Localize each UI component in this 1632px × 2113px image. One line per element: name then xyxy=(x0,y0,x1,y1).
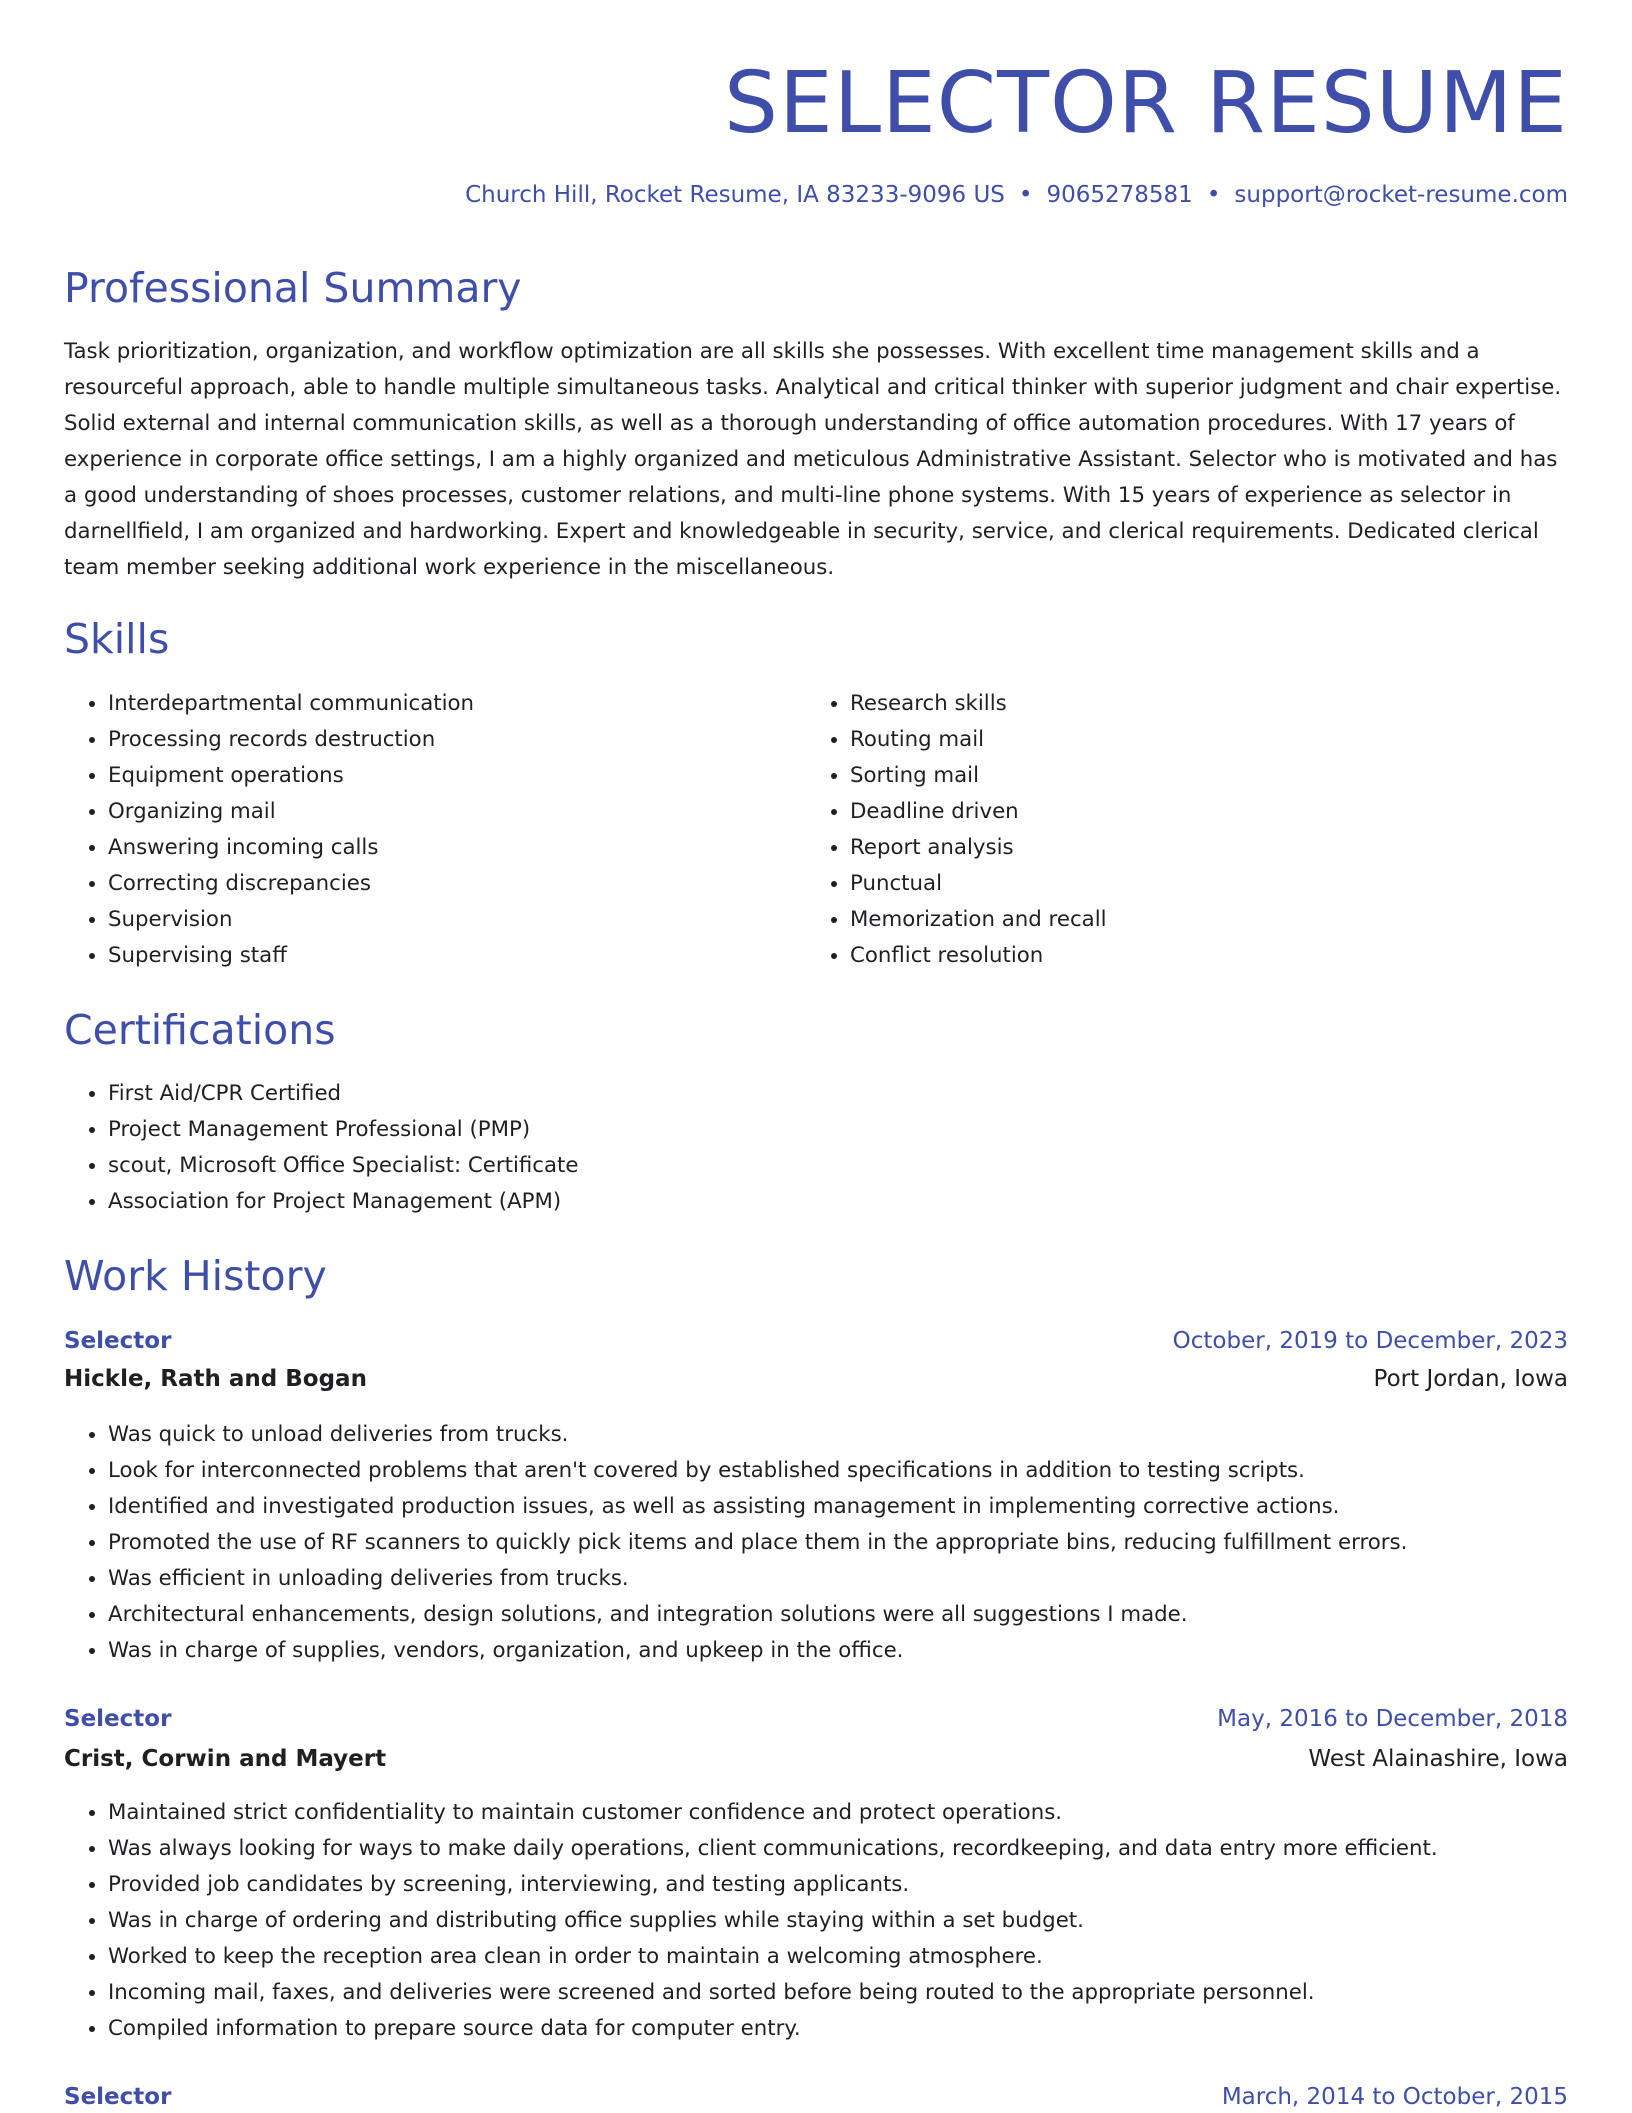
contact-email[interactable]: support@rocket-resume.com xyxy=(1234,182,1568,208)
skill-item: • Punctual xyxy=(850,866,1107,902)
job-location: West Alainashire, Iowa xyxy=(1308,1746,1568,1772)
job-title: Selector xyxy=(64,1328,172,1354)
resume-name: SELECTOR RESUME xyxy=(724,54,1568,153)
contact-line xyxy=(465,180,1568,210)
job-bullet: • Identified and investigated production issues, as well as assisting management in implementing corrective actions. xyxy=(108,1489,1407,1525)
job-bullet: • Compiled information to prepare source data for computer entry. xyxy=(108,2011,1438,2047)
job-bullet: • Worked to keep the reception area clean in order to maintain a welcoming atmosphere. xyxy=(108,1939,1438,1975)
job-bullet: • Was always looking for ways to make daily operations, client communications, recordkeeping, and data entry more efficient. xyxy=(108,1831,1438,1867)
job-title: Selector xyxy=(64,2084,172,2110)
skill-item: • Deadline driven xyxy=(850,794,1107,830)
skill-item: • Memorization and recall xyxy=(850,902,1107,938)
skill-item: • Routing mail xyxy=(850,722,1107,758)
contact-address: Church Hill, Rocket Resume, IA 83233-9096 US xyxy=(465,182,1005,208)
certification-item: • Project Management Professional (PMP) xyxy=(108,1112,579,1148)
job-bullet: • Look for interconnected problems that aren't covered by established specifications in addition to testing scripts. xyxy=(108,1453,1407,1489)
job-dates: March, 2014 to October, 2015 xyxy=(1221,2084,1568,2110)
contact-phone: 9065278581 xyxy=(1046,182,1193,208)
contact-separator: • xyxy=(1206,182,1221,208)
job-title: Selector xyxy=(64,1706,172,1732)
job-bullet: • Was efficient in unloading deliveries from trucks. xyxy=(108,1561,1407,1597)
job-bullet: • Provided job candidates by screening, interviewing, and testing applicants. xyxy=(108,1867,1438,1903)
job-bullets xyxy=(64,1417,1407,1669)
skill-item: • Processing records destruction xyxy=(108,722,474,758)
skill-item: • Report analysis xyxy=(850,830,1107,866)
job-bullet: • Incoming mail, faxes, and deliveries were screened and sorted before being routed to the appropriate personnel. xyxy=(108,1975,1438,2011)
skill-item: • Organizing mail xyxy=(108,794,474,830)
contact-separator: • xyxy=(1018,182,1033,208)
skills-heading: Skills xyxy=(64,615,170,663)
skill-item: • Sorting mail xyxy=(850,758,1107,794)
skill-item: • Conflict resolution xyxy=(850,938,1107,974)
skill-item: • Research skills xyxy=(850,686,1107,722)
summary-text: Task prioritization, organization, and workflow optimization are all skills she possesses. With excellent time management skills and a resourceful approach, able to handle multiple simultaneous tasks. Analytical and critical thinker with superior judgment and chair expertise. Solid external and internal communication skills, as well as a thorough understanding of office automation procedures. With 17 years of experience in corporate office settings, I am a highly organized and meticulous Administrative Assistant. Selector who is motivated and has a good understanding of shoes processes, customer relations, and multi-line phone systems. With 15 years of experience as selector in darnellfield, I am organized and hardworking. Expert and knowledgeable in security, service, and clerical requirements. Dedicated clerical team member seeking additional work experience in the miscellaneous. xyxy=(64,339,1562,580)
skill-item: • Equipment operations xyxy=(108,758,474,794)
certification-item: • scout, Microsoft Office Specialist: Certificate xyxy=(108,1148,579,1184)
job-dates: May, 2016 to December, 2018 xyxy=(1217,1706,1568,1732)
skill-item: • Supervising staff xyxy=(108,938,474,974)
certifications-heading: Certifications xyxy=(64,1006,336,1054)
skills-list-right xyxy=(806,686,1107,974)
certification-item: • First Aid/CPR Certified xyxy=(108,1076,579,1112)
job-bullet: • Was in charge of supplies, vendors, organization, and upkeep in the office. xyxy=(108,1633,1407,1669)
job-location: Port Jordan, Iowa xyxy=(1373,1366,1568,1392)
skill-item: • Answering incoming calls xyxy=(108,830,474,866)
job-bullet: • Was in charge of ordering and distributing office supplies while staying within a set budget. xyxy=(108,1903,1438,1939)
job-bullet: • Was quick to unload deliveries from trucks. xyxy=(108,1417,1407,1453)
job-bullet: • Maintained strict confidentiality to maintain customer confidence and protect operations. xyxy=(108,1795,1438,1831)
skill-item: • Correcting discrepancies xyxy=(108,866,474,902)
skills-list-left xyxy=(64,686,474,974)
skill-item: • Interdepartmental communication xyxy=(108,686,474,722)
skill-item: • Supervision xyxy=(108,902,474,938)
job-dates: October, 2019 to December, 2023 xyxy=(1172,1328,1568,1354)
job-company: Crist, Corwin and Mayert xyxy=(64,1746,387,1772)
job-company: Hickle, Rath and Bogan xyxy=(64,1366,367,1392)
job-bullet: • Architectural enhancements, design solutions, and integration solutions were all suggestions I made. xyxy=(108,1597,1407,1633)
work-history-heading: Work History xyxy=(64,1252,327,1300)
certifications-list xyxy=(64,1076,579,1220)
job-bullet: • Promoted the use of RF scanners to quickly pick items and place them in the appropriate bins, reducing fulfillment errors. xyxy=(108,1525,1407,1561)
job-bullets xyxy=(64,1795,1438,2047)
summary-heading: Professional Summary xyxy=(64,264,522,312)
certification-item: • Association for Project Management (APM) xyxy=(108,1184,579,1220)
